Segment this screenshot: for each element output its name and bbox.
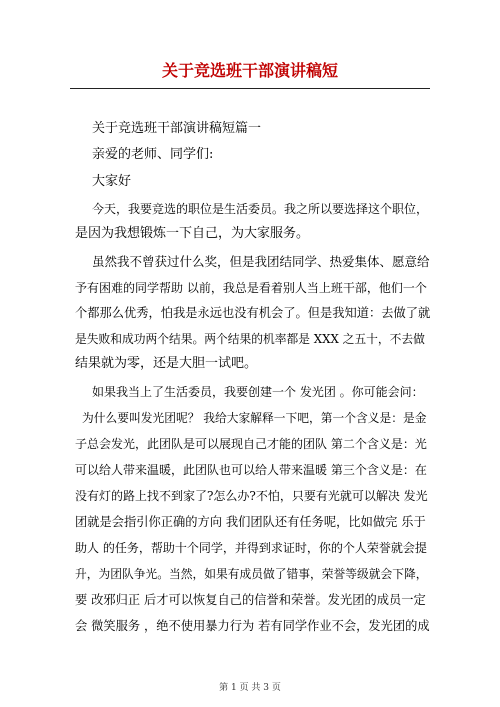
page-number: 第 1 页 共 3 页 [219,683,281,693]
document-subtitle: 关于竞选班干部演讲稿短篇一 [92,121,262,136]
paragraph-3-line-10: 会 微笑服务 ，绝不使用暴力行为 若有同学作业不会，发光团的成 [75,619,430,633]
paragraph-3-line-7: 助人 的任务，帮助十个同学，并得到求证时，你的个人荣誉就会提 [75,541,427,555]
title-divider [70,88,430,89]
salutation: 大家好 [92,174,132,189]
paragraph-2-line-3: 个都那么优秀，怕我是永远也没有机会了。但是我知道：去做了就 [75,306,431,320]
paragraph-2-line-4: 是失败和成功两个结果。两个结果的机率都是 XXX 之五十，不去做 [75,332,425,346]
document-title: 关于竞选班干部演讲稿短 [161,61,338,80]
paragraph-3-line-1: 如果我当上了生活委员，我要创建一个 发光团 。你可能会问： [92,385,424,399]
paragraph-3-line-5: 没有灯的路上找不到家了?怎么办?不怕，只要有光就可以解决 发光 [75,489,428,503]
greeting: 亲爱的老师、同学们: [92,147,214,162]
paragraph-2-line-5: 结果就为零，还是大胆一试吧。 [75,356,258,371]
paragraph-2-line-1: 虽然我不曾获过什么奖，但是我团结同学、热爱集体、愿意给 [92,254,430,269]
paragraph-3-line-8: 升，为团队争光。当然，如果有成员做了错事，荣誉等级就会下降， [75,567,428,581]
paragraph-2-line-2: 予有困难的同学帮助 以前，我总是看着别人当上班干部，他们一个 [75,281,427,295]
paragraph-3-line-2: 为什么要叫发光团呢？ 我给大家解释一下吧，第一个含义是：是金 [82,411,427,425]
paragraph-1-line-2: 是因为我想锻炼一下自己，为大家服务。 [75,226,310,241]
paragraph-3-line-9: 要 改邪归正 后才可以恢复自己的信誉和荣誉。发光团的成员一定 [75,593,426,607]
paragraph-1-line-1: 今天，我要竞选的职位是生活委员。我之所以要选择这个职位， [92,202,429,216]
paragraph-3-line-6: 团就是会指引你正确的方向 我们团队还有任务呢，比如做完 乐于 [75,515,426,529]
paragraph-3-line-4: 可以给人带来温暖，此团队也可以给人带来温暖 第三个含义是：在 [75,463,427,477]
paragraph-3-line-3: 子总会发光，此团队是可以展现自己才能的团队 第二个含义是：光 [75,437,427,451]
